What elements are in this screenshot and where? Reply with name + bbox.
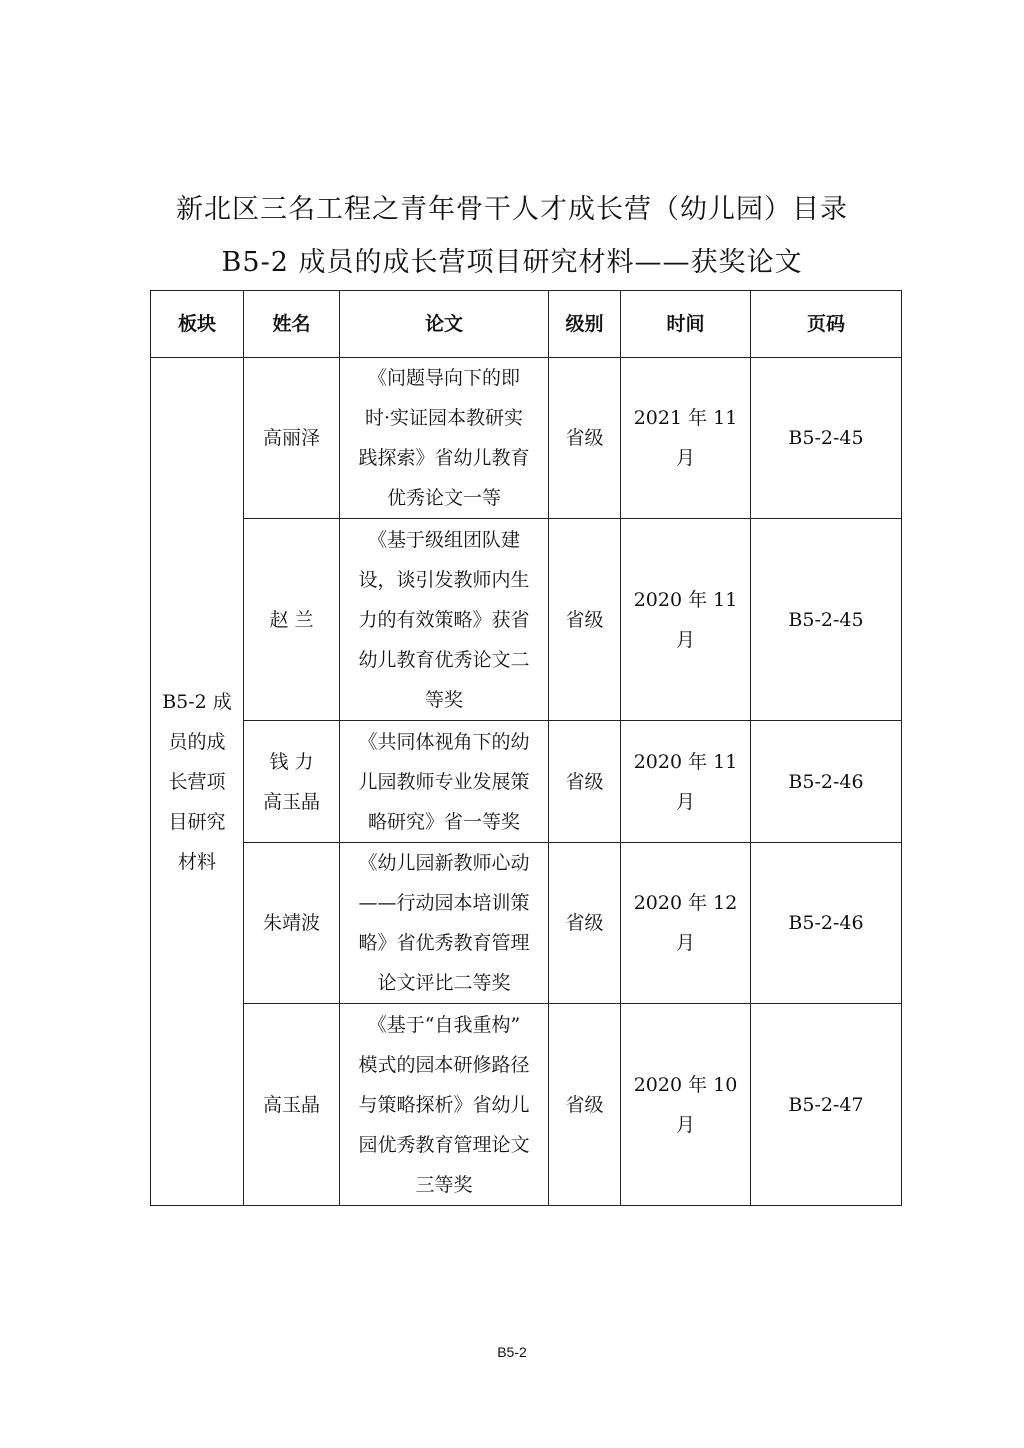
name-cell: 赵 兰 (244, 519, 340, 721)
name-cell: 钱 力 高玉晶 (244, 721, 340, 843)
table-row (151, 1004, 902, 1206)
date-cell: 2020 年 11 月 (621, 519, 751, 721)
level-cell: 省级 (549, 721, 621, 843)
header-date: 时间 (621, 291, 751, 358)
level-cell: 省级 (549, 358, 621, 519)
table-row (151, 843, 902, 1004)
page-cell: B5-2-45 (751, 519, 902, 721)
section-cell: B5-2 成 员的成 长营项 目研究 材料 (151, 358, 244, 1206)
paper-cell: 《问题导向下的即 时·实证园本教研实 践探索》省幼儿教育 优秀论文一等 (340, 358, 549, 519)
page-cell: B5-2-46 (751, 843, 902, 1004)
document-title: 新北区三名工程之青年骨干人才成长营（幼儿园）目录 (176, 194, 848, 225)
paper-cell: 《基于级组团队建 设，谈引发教师内生 力的有效策略》获省 幼儿教育优秀论文二 等奖 (340, 519, 549, 721)
header-level: 级别 (549, 291, 621, 358)
level-cell: 省级 (549, 843, 621, 1004)
table-row (151, 519, 902, 721)
level-cell: 省级 (549, 519, 621, 721)
date-cell: 2020 年 10 月 (621, 1004, 751, 1206)
header-page: 页码 (751, 291, 902, 358)
name-cell: 高玉晶 (244, 1004, 340, 1206)
page-number: B5-2 (497, 1344, 527, 1360)
paper-cell: 《幼儿园新教师心动 ——行动园本培训策 略》省优秀教育管理 论文评比二等奖 (340, 843, 549, 1004)
paper-cell: 《基于“自我重构” 模式的园本研修路径 与策略探析》省幼儿 园优秀教育管理论文 三等奖 (340, 1004, 549, 1206)
table-header-row (151, 291, 902, 358)
name-cell: 高丽泽 (244, 358, 340, 519)
awards-table (150, 290, 902, 1206)
paper-cell: 《共同体视角下的幼 儿园教师专业发展策 略研究》省一等奖 (340, 721, 549, 843)
table-row (151, 721, 902, 843)
page-cell: B5-2-45 (751, 358, 902, 519)
header-name: 姓名 (244, 291, 340, 358)
header-section: 板块 (151, 291, 244, 358)
date-cell: 2020 年 11 月 (621, 721, 751, 843)
page-cell: B5-2-46 (751, 721, 902, 843)
date-cell: 2021 年 11 月 (621, 358, 751, 519)
date-cell: 2020 年 12 月 (621, 843, 751, 1004)
document-subtitle: B5-2 成员的成长营项目研究材料——获奖论文 (221, 247, 803, 278)
table-row (151, 358, 902, 519)
name-cell: 朱靖波 (244, 843, 340, 1004)
level-cell: 省级 (549, 1004, 621, 1206)
header-paper: 论文 (340, 291, 549, 358)
page-cell: B5-2-47 (751, 1004, 902, 1206)
